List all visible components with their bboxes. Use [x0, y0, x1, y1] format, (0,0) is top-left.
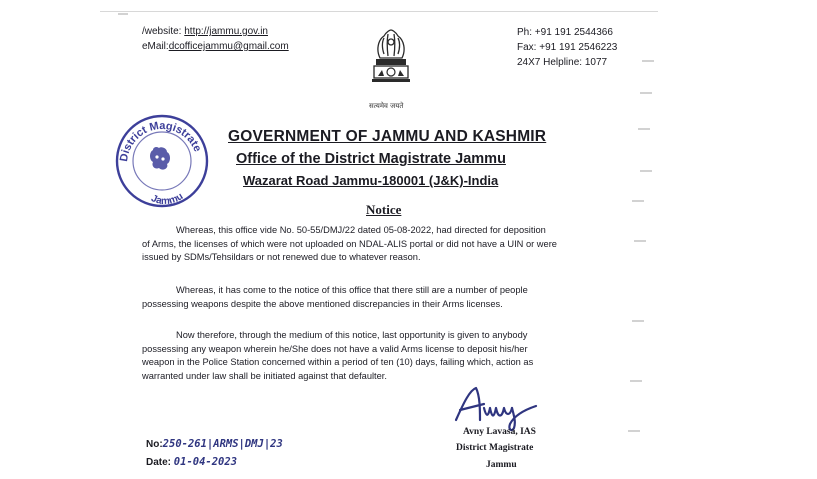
national-emblem-icon	[358, 24, 424, 100]
edge-mark	[630, 380, 642, 382]
paragraph-2-line-2: possessing weapons despite the above mentioned discrepancies in their Arms licenses.	[142, 298, 503, 309]
edge-mark	[632, 200, 644, 202]
helpline-text: 24X7 Helpline: 1077	[517, 57, 608, 68]
reference-number-value: 250-261|ARMS|DMJ|23	[162, 438, 283, 450]
signatory-place: Jammu	[486, 460, 517, 470]
paragraph-3	[142, 329, 594, 383]
paragraph-1-line-1: Whereas, this office vide No. 50-55/DMJ/22 dated 05-08-2022, had directed for deposition	[176, 225, 546, 235]
paragraph-3-line-4: warranted under law shall be initiated against that defaulter.	[142, 370, 387, 381]
paragraph-1	[142, 224, 594, 265]
website-label: /website:	[142, 26, 185, 37]
office-address: Wazarat Road Jammu-180001 (J&K)-India	[243, 173, 499, 188]
edge-mark	[638, 128, 650, 130]
website-line	[142, 25, 268, 38]
edge-mark	[640, 92, 652, 94]
signatory-designation: District Magistrate	[456, 443, 534, 453]
edge-mark	[118, 13, 128, 15]
edge-mark	[634, 240, 646, 242]
government-title: GOVERNMENT OF JAMMU AND KASHMIR	[228, 128, 547, 145]
reference-date-value: 01-04-2023	[173, 456, 238, 468]
edge-mark	[632, 320, 644, 322]
email-label: eMail:	[142, 41, 169, 52]
top-edge-line	[100, 11, 658, 12]
notice-heading: Notice	[366, 202, 402, 217]
paragraph-1-line-3: issued by SDMs/Tehsildars or not renewed due to whatever reason.	[142, 252, 421, 263]
paragraph-3-line-2: possessing any weapon wherein he/She does not have a valid Arms license to deposit his/her	[142, 343, 528, 354]
paragraph-2	[142, 284, 594, 311]
paragraph-3-line-3: weapon in the Police Station concerned within a period of ten (10) days, failing which, action as	[142, 357, 534, 368]
district-magistrate-stamp	[113, 112, 211, 210]
edge-mark	[642, 60, 654, 62]
paragraph-1-line-2: of Arms, the licenses of which were not uploaded on NDAL-ALIS portal or did not have a UIN or were	[142, 238, 557, 249]
svg-text:District Magistrate: District Magistrate	[117, 119, 204, 163]
edge-mark	[628, 430, 640, 432]
svg-text:Jammu: Jammu	[149, 190, 186, 208]
emblem-motto: सत्यमेव जयते	[369, 102, 404, 110]
reference-number	[146, 438, 283, 450]
office-title: Office of the District Magistrate Jammu	[236, 151, 506, 167]
paragraph-2-line-1: Whereas, it has come to the notice of this office that there still are a number of people	[176, 285, 528, 295]
website-link[interactable]: http://jammu.gov.in	[184, 26, 268, 37]
fax-text: Fax: +91 191 2546223	[517, 42, 618, 53]
phone-text: Ph: +91 191 2544366	[517, 27, 613, 38]
reference-date-label: Date:	[146, 457, 172, 468]
email-line	[142, 40, 289, 53]
paragraph-3-line-1: Now therefore, through the medium of this notice, last opportunity is given to anybody	[176, 330, 528, 340]
email-link[interactable]: dcofficejammu@gmail.com	[168, 41, 289, 52]
handwritten-signature	[450, 382, 542, 432]
reference-date	[146, 456, 237, 468]
reference-number-label: No:	[146, 439, 163, 450]
signatory-name: Avny Lavasa, IAS	[463, 427, 536, 437]
edge-mark	[640, 170, 652, 172]
